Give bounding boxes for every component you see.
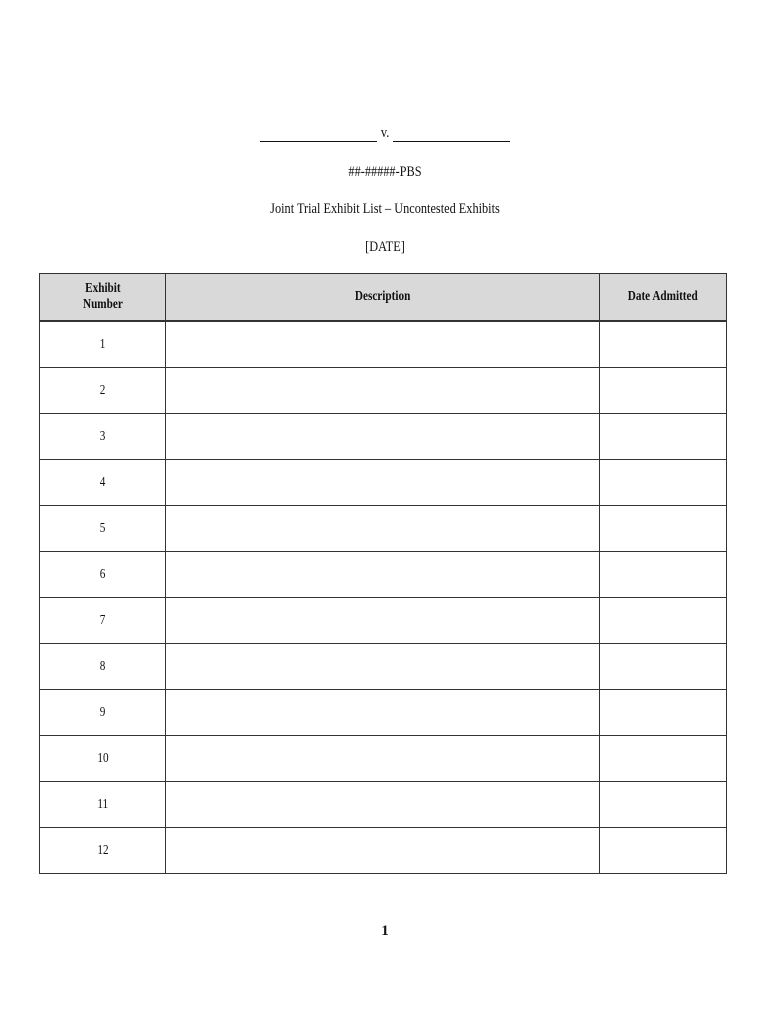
exhibit-number: 8 <box>99 658 106 674</box>
table-row <box>40 598 727 644</box>
description-cell[interactable] <box>166 782 600 828</box>
date-admitted-cell[interactable] <box>600 736 727 782</box>
date-admitted-cell[interactable] <box>600 598 727 644</box>
defendant-blank-line <box>393 127 510 142</box>
description-cell[interactable] <box>166 828 600 874</box>
table-row <box>40 460 727 506</box>
table-row <box>40 321 727 368</box>
table-row <box>40 644 727 690</box>
description-cell[interactable] <box>166 598 600 644</box>
date-admitted-cell[interactable] <box>600 506 727 552</box>
description-cell[interactable] <box>166 506 600 552</box>
exhibit-number: 3 <box>99 428 106 444</box>
date-admitted-cell[interactable] <box>600 414 727 460</box>
exhibit-number-cell <box>40 690 166 736</box>
exhibit-number-cell <box>40 828 166 874</box>
exhibit-number-cell <box>40 321 166 368</box>
exhibit-number: 1 <box>99 336 106 352</box>
date-admitted-cell[interactable] <box>600 321 727 368</box>
description-cell[interactable] <box>166 736 600 782</box>
exhibit-number-cell <box>40 552 166 598</box>
table-row <box>40 414 727 460</box>
exhibit-number: 11 <box>97 796 108 812</box>
table-row <box>40 368 727 414</box>
date-admitted-cell[interactable] <box>600 460 727 506</box>
exhibit-number-cell <box>40 506 166 552</box>
description-cell[interactable] <box>166 460 600 506</box>
description-cell[interactable] <box>166 690 600 736</box>
description-cell[interactable] <box>166 368 600 414</box>
exhibit-number: 7 <box>99 612 106 628</box>
exhibit-number: 2 <box>99 382 106 398</box>
exhibit-rows <box>40 321 727 874</box>
exhibit-number-cell <box>40 598 166 644</box>
document-title: Joint Trial Exhibit List – Uncontested Exhibits <box>270 201 500 217</box>
exhibit-number-cell <box>40 644 166 690</box>
date-admitted-cell[interactable] <box>600 782 727 828</box>
document-date: [DATE] <box>365 239 405 255</box>
exhibit-number-cell <box>40 368 166 414</box>
table-row <box>40 736 727 782</box>
description-cell[interactable] <box>166 321 600 368</box>
versus-label: v. <box>380 125 390 141</box>
exhibit-number: 10 <box>96 750 109 766</box>
exhibit-number-cell <box>40 782 166 828</box>
table-row <box>40 782 727 828</box>
exhibit-number: 5 <box>99 520 106 536</box>
description-cell[interactable] <box>166 552 600 598</box>
table-row <box>40 552 727 598</box>
description-cell[interactable] <box>166 414 600 460</box>
description-cell[interactable] <box>166 644 600 690</box>
exhibit-number-cell <box>40 414 166 460</box>
header-exhibit-line1: Exhibit <box>84 281 121 296</box>
header-exhibit-line2: Number <box>82 297 123 312</box>
exhibit-number-cell <box>40 736 166 782</box>
plaintiff-blank-line <box>260 127 377 142</box>
header-date-admitted: Date Admitted <box>600 274 727 322</box>
table-row <box>40 828 727 874</box>
date-admitted-cell[interactable] <box>600 828 727 874</box>
date-admitted-cell[interactable] <box>600 690 727 736</box>
case-number: ##-#####-PBS <box>348 164 422 180</box>
date-admitted-cell[interactable] <box>600 552 727 598</box>
table-row <box>40 690 727 736</box>
date-admitted-cell[interactable] <box>600 644 727 690</box>
page-number: 1 <box>381 923 389 939</box>
exhibit-number-cell <box>40 460 166 506</box>
header-exhibit-number <box>40 274 166 322</box>
date-admitted-cell[interactable] <box>600 368 727 414</box>
exhibit-number: 4 <box>99 474 106 490</box>
exhibit-table <box>39 273 727 874</box>
exhibit-number: 6 <box>99 566 106 582</box>
table-row <box>40 506 727 552</box>
case-caption <box>0 122 770 142</box>
header-description: Description <box>166 274 600 322</box>
exhibit-number: 9 <box>99 704 106 720</box>
table-header-row <box>40 274 727 322</box>
exhibit-number: 12 <box>96 842 109 858</box>
